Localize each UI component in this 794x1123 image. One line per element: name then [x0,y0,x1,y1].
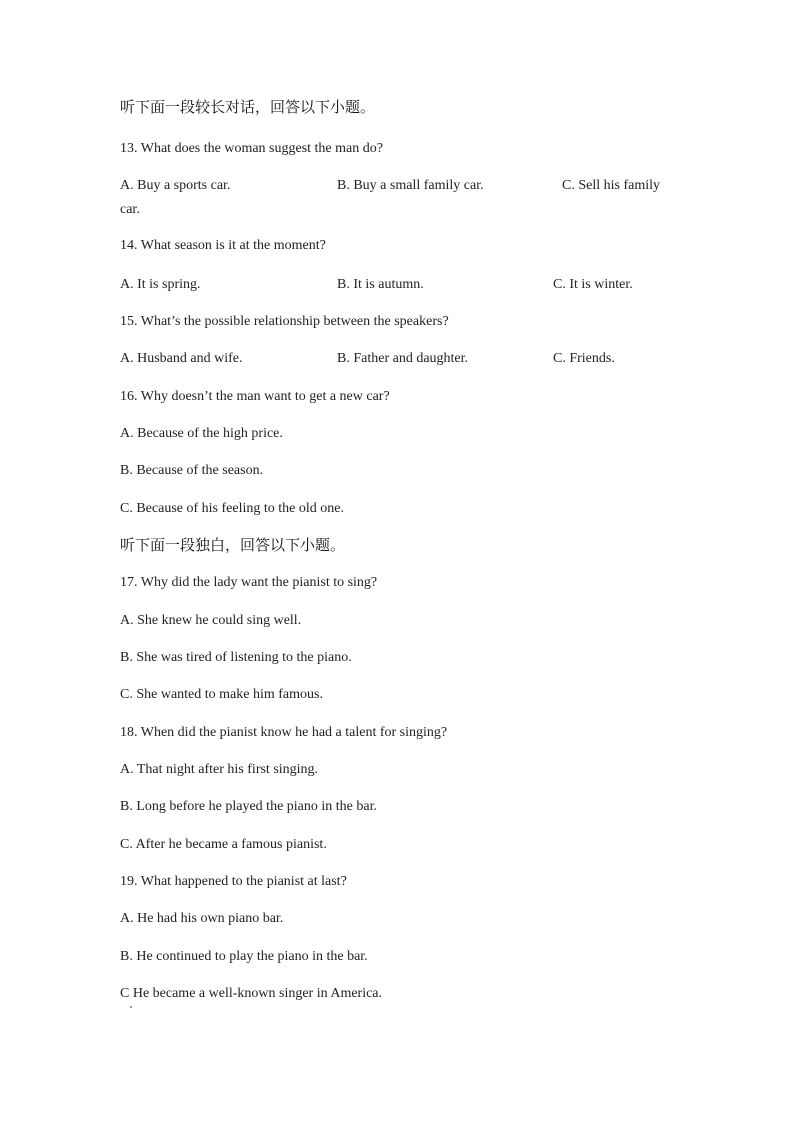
section-heading-dialogue: 听下面一段较长对话，回答以下小题。 [120,98,376,116]
q18-option-b: B. Long before he played the piano in the bar. [120,799,377,814]
q13-option-c-continued: car. [120,202,140,217]
section-heading-monologue: 听下面一段独白，回答以下小题。 [120,536,346,554]
q17-option-c: C. She wanted to make him famous. [120,687,323,702]
question-19: 19. What happened to the pianist at last? [120,874,347,889]
question-13: 13. What does the woman suggest the man do? [120,141,383,156]
question-15: 15. What’s the possible relationship between the speakers? [120,314,449,329]
q15-option-b: B. Father and daughter. [337,351,469,366]
q13-option-a: A. Buy a sports car. [120,178,231,193]
q14-option-a: A. It is spring. [120,277,201,292]
q17-option-b: B. She was tired of listening to the piano. [120,650,352,665]
question-18: 18. When did the pianist know he had a talent for singing? [120,725,448,740]
q19-option-a: A. He had his own piano bar. [120,911,284,926]
q16-option-b: B. Because of the season. [120,463,264,478]
q15-option-c: C. Friends. [553,351,615,366]
q16-option-a: A. Because of the high price. [120,426,283,441]
question-17: 17. Why did the lady want the pianist to sing? [120,575,378,590]
q14-option-c: C. It is winter. [553,277,633,292]
q13-option-b: B. Buy a small family car. [337,178,484,193]
question-14: 14. What season is it at the moment? [120,238,326,253]
q19-option-b: B. He continued to play the piano in the bar. [120,949,368,964]
q16-option-c: C. Because of his feeling to the old one. [120,501,344,516]
q17-option-a: A. She knew he could sing well. [120,613,302,628]
q18-option-a: A. That night after his first singing. [120,762,319,777]
q13-option-c: C. Sell his family [562,178,660,193]
question-16: 16. Why doesn’t the man want to get a new car? [120,389,390,404]
print-speck [130,1006,132,1008]
q15-option-a: A. Husband and wife. [120,351,243,366]
q19-option-c: C He became a well-known singer in America. [120,986,383,1001]
q18-option-c: C. After he became a famous pianist. [120,837,327,852]
q14-option-b: B. It is autumn. [337,277,424,292]
